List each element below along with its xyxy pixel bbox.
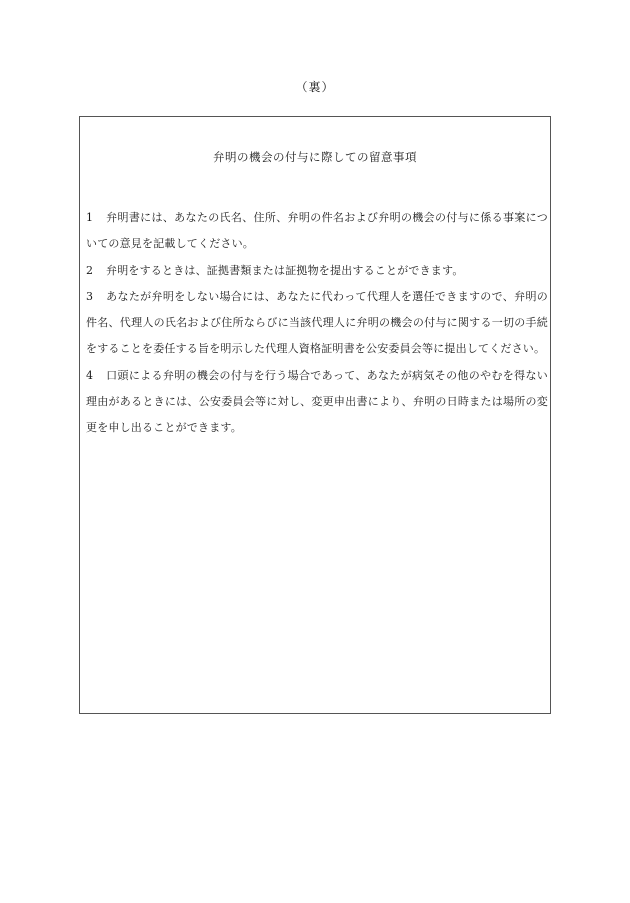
notice-title: 弁明の機会の付与に際しての留意事項: [213, 150, 417, 164]
page-side-label: （裏）: [295, 80, 335, 94]
notice-item-1: [86, 205, 548, 258]
notice-item-3: [86, 284, 548, 363]
item-number: 2: [86, 263, 94, 277]
notice-box: [79, 116, 551, 714]
item-text: あなたが弁明をしない場合には、あなたに代わって代理人を選任できますので、弁明の件名、代理人の氏名および住所ならびに当該代理人に弁明の機会の付与に関する一切の手続をすることを委任する旨を明示した代理人資格証明書を公安委員会等に提出してください。: [86, 289, 548, 356]
notice-items: [86, 205, 548, 442]
item-text: 弁明書には、あなたの氏名、住所、弁明の件名および弁明の機会の付与に係る事案についての意見を記載してください。: [86, 211, 548, 251]
item-number: 4: [86, 368, 94, 382]
item-text: 弁明をするときは、証拠書類または証拠物を提出することができます。: [106, 263, 464, 277]
item-text: 口頭による弁明の機会の付与を行う場合であって、あなたが病気その他のやむを得ない理由があるときには、公安委員会等に対し、変更申出書により、弁明の日時または場所の変更を申し出ることができます。: [86, 368, 548, 435]
item-number: 1: [86, 211, 94, 224]
item-number: 3: [86, 289, 94, 303]
notice-item-2: [86, 258, 548, 284]
notice-item-4: [86, 363, 548, 442]
